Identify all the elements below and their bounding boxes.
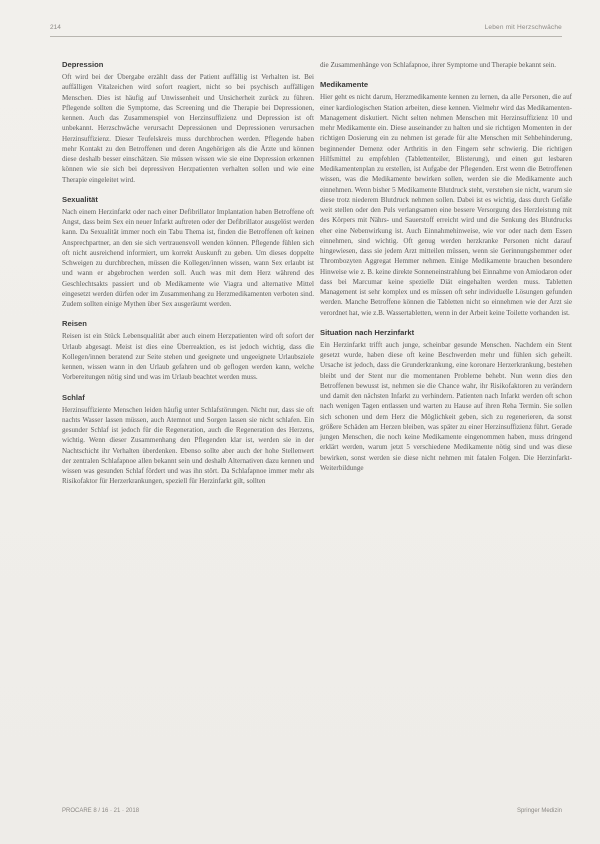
section-heading: Medikamente [320, 80, 369, 90]
section-text: die Zusammenhänge von Schlafapnoe, ihrer Symptome und Therapie bekannt sein. [320, 61, 557, 69]
section-text: Ein Herzinfarkt trifft auch junge, scheinbar gesunde Menschen. Nachdem ein Stent gesetzt wurde, haben diese oft keine Beschwerden mehr und fühlen sich geheilt. Ursache ist jedoch, dass die Grunderkrankung, eine koronare Herzerkrankung, bestehen bleibt und der Stent nur die momentanen Probleme behebt. Nun wenn dies den Betroffenen bewusst ist, nehmen sie die Chance wahr, ihr Risikofaktoren zu verändern und damit den nächsten Infarkt zu verhindern. Patienten nach Infarkt werden oft schon nach wenigen Tagen entlassen und warten zu Hause auf ihren Reha Termin. Sie sollen sich schonen und dem Herz die Möglichkeit geben, sich zu regenerieren, da sonst größere Schäden am Herzen bleiben, was später zu einer Herzinsuffizienz führt. Gerade jungen Menschen, die noch keine Medikamente eingenommen haben, muss dringend erklärt werden, warum jetzt 5 verschiedene Medikamente nötig sind und was diese bewirken, sonst werden sie diese nicht nehmen mit fatalen Folgen. Die Herzinfarkt-Weiterbildunge [320, 340, 572, 472]
section-heading: Reisen [62, 319, 87, 329]
left-column [62, 60, 314, 497]
section-text: Hier geht es nicht darum, Herzmedikamente kennen zu lernen, da alle Personen, die auf einer kardiologischen Station arbeiten, diese kennen. Vielmehr wird das Medikamenten-Management diskutiert. Nicht selten nehmen Menschen mit Herzinsuffizienz 10 und mehr Medikamente ein. Diese auseinander zu halten und sie richtigen Momenten in der richtigen Dosierung ein zu nehmen ist gerade für alte Menschen mit Sehbehinderung, beginnender Demenz oder Arthritis in den Fingern sehr schwierig. Die richtigen Hilfsmittel zu empfehlen (Tablettenteiler, Blisterung), und einen gut lesbaren Medikamentenplan zu erstellen, ist Aufgabe der Pflegenden. Erst wenn die Betroffenen wissen, was die Medikamente bewirken sollen, werden sie die Medikamente auch einnehmen. Wenn bisher 5 Medikamente Blutdruck steht, verstehen sie nicht, warum sie diese trotz niederem Blutdruck nehmen sollen. Dabei ist es wichtig, dass durch Gefäße weit stellen oder den Puls verlangsamen eine bessere Versorgung des Herzleistung mit des Körpers mit Nährs- und Sauerstoff erreicht wird und die Senkung des Blutdrucks eher eine Nebenwirkung ist. Auch Einnahmehinweise, wie vor oder nach dem Essen einnehmen, sind wichtig. Oft genug werden herzkranke Personen nicht darauf hingewiesen, dass sie jedem Arzt mitteilen müssen, wenn sie Gerinnungshemmer oder Thrombozyten Aggregat Hemmer nehmen. Einige Medikamente brauchen besondere Hinweise wie z. B. keine direkte Sonneneinstrahlung bei Einnahme von Amiodaron oder dass bei Marcumar keine spezielle Diät eingehalten werden muss. Tabletten Management ist sehr komplex und es müssen oft sehr individuelle Lösungen gefunden werden. Manche Betroffene können die Tabletten nicht so einnehmen wie der Arzt sie verordnet hat, wie z.B. Wassertabletten, wenn in der Arbeit keine Toilette vorhanden ist. [320, 93, 572, 317]
section-reisen [62, 319, 314, 382]
section-situation-nach-herzinfarkt [320, 328, 572, 473]
section-continuation [320, 60, 572, 70]
section-sexualitaet [62, 195, 314, 310]
section-schlaf [62, 393, 314, 487]
page-footer [62, 808, 562, 818]
section-text: Oft wird bei der Übergabe erzählt dass der Patient auffällig ist Verhalten ist. Bei auffälligen Vitalzeichen wird sofort reagiert, nicht so bei psychisch auffälligen Menschen. Dies ist häufig auf Unwissenheit und Unsicherheit zurück zu führen. Pflegende sollten die Symptome, das Screening und die Therapie bei Depressionen, kennen. Auch das Zusammenspiel von Herzinsuffizienz und Depression ist oft unbekannt. Herzschwäche verursacht Depressionen und Depressionen verursachen Herzinsuffizienz. Dieser Teufelskreis muss durchbrochen werden. Pflegende haben mehr Kontakt zu den Betroffenen und deren Angehörigen als die Ärzte und können diese deshalb besser einschätzen. Sie müssen wissen wie sie eine Depression erkennen können wie sie sich bei depressiven Herzpatienten verhalten sollen und wie eine Therapie eingeleitet wird. [62, 73, 314, 184]
page-header [50, 22, 562, 37]
section-heading: Schlaf [62, 392, 85, 402]
publisher-name: Springer Medizin [516, 808, 562, 814]
section-heading: Situation nach Herzinfarkt [320, 327, 415, 337]
section-depression [62, 60, 314, 185]
section-text: Herzinsuffiziente Menschen leiden häufig unter Schlafstörungen. Nicht nur, dass sie oft nachts Wasser lassen müssen, auch Atemnot und Sorgen lassen sie nicht schlafen. Ein gesunder Schlaf ist jedoch für die Regeneration, auch die Regeneration des Herzens, wichtig. Wenn dieser Zusammenhang den Pflegenden klar ist, werden sie in der Nachtschicht ihr Verhalten überdenken. Ebenso sollte aber auch der hohe Stellenwert der zentralen Schlafapnoe allen bekannt sein und deshalb Alternativen dazu kennen und wissen was gesunden Schlaf fördert und was ihn stört. Da Schlafapnoe immer mehr als Risikofaktor für Herzerkrankungen, speziell für Herzinfarkt gilt, sollten [62, 405, 314, 486]
page-number: 214 [50, 24, 61, 31]
section-medikamente [320, 80, 572, 318]
section-heading: Depression [62, 60, 104, 69]
running-title: Leben mit Herzschwäche [484, 24, 562, 31]
section-heading: Sexualität [62, 194, 98, 204]
section-text: Nach einem Herzinfarkt oder nach einer Defibrillator Implantation haben Betroffene oft Angst, dass beim Sex ein neuer Infarkt auftreten oder der Defibrillator ausgelöst werden kann. Da Sexualität immer noch ein Tabu Thema ist, finden die Betroffenen oft keinen Ansprechpartner, an den sie sich vertrauensvoll wenden können. Pflegende fühlen sich oft nicht ausreichend informiert, um korrekt Auskunft zu geben. Um dieses doppelte Schweigen zu durchbrechen, müssen die Kollegen/innen wissen, wann Sex erlaubt ist und wann er abgebrochen werden soll. Auch was mit dem Herz während des Geschlechtsakts passiert und ob Medikamente wie Viagra und alternative Mittel eingesetzt werden dürfen oder im Zusammenhang zu Herzmedikamenten verboten sind. Zudem sollten einige Mythen über Sex ausgeräumt werden. [62, 207, 314, 308]
right-column [320, 60, 572, 483]
journal-citation: PROCARE 8 / 16 · 21 · 2018 [62, 808, 140, 814]
section-text: Reisen ist ein Stück Lebensqualität aber auch einem Herzpatienten wird oft sofort der Urlaub abgesagt. Meist ist dies eine Überreaktion, es ist jedoch wichtig, dass die Kollegen/innen beratend zur Seite stehen und geeignete und ungeeignete Urlaubsziele kennen, wissen wann in den Urlaub gefahren und ob geflogen werden kann, welche Vorbereitungen nötig sind und was im Urlaub beachtet werden muss. [62, 332, 314, 382]
